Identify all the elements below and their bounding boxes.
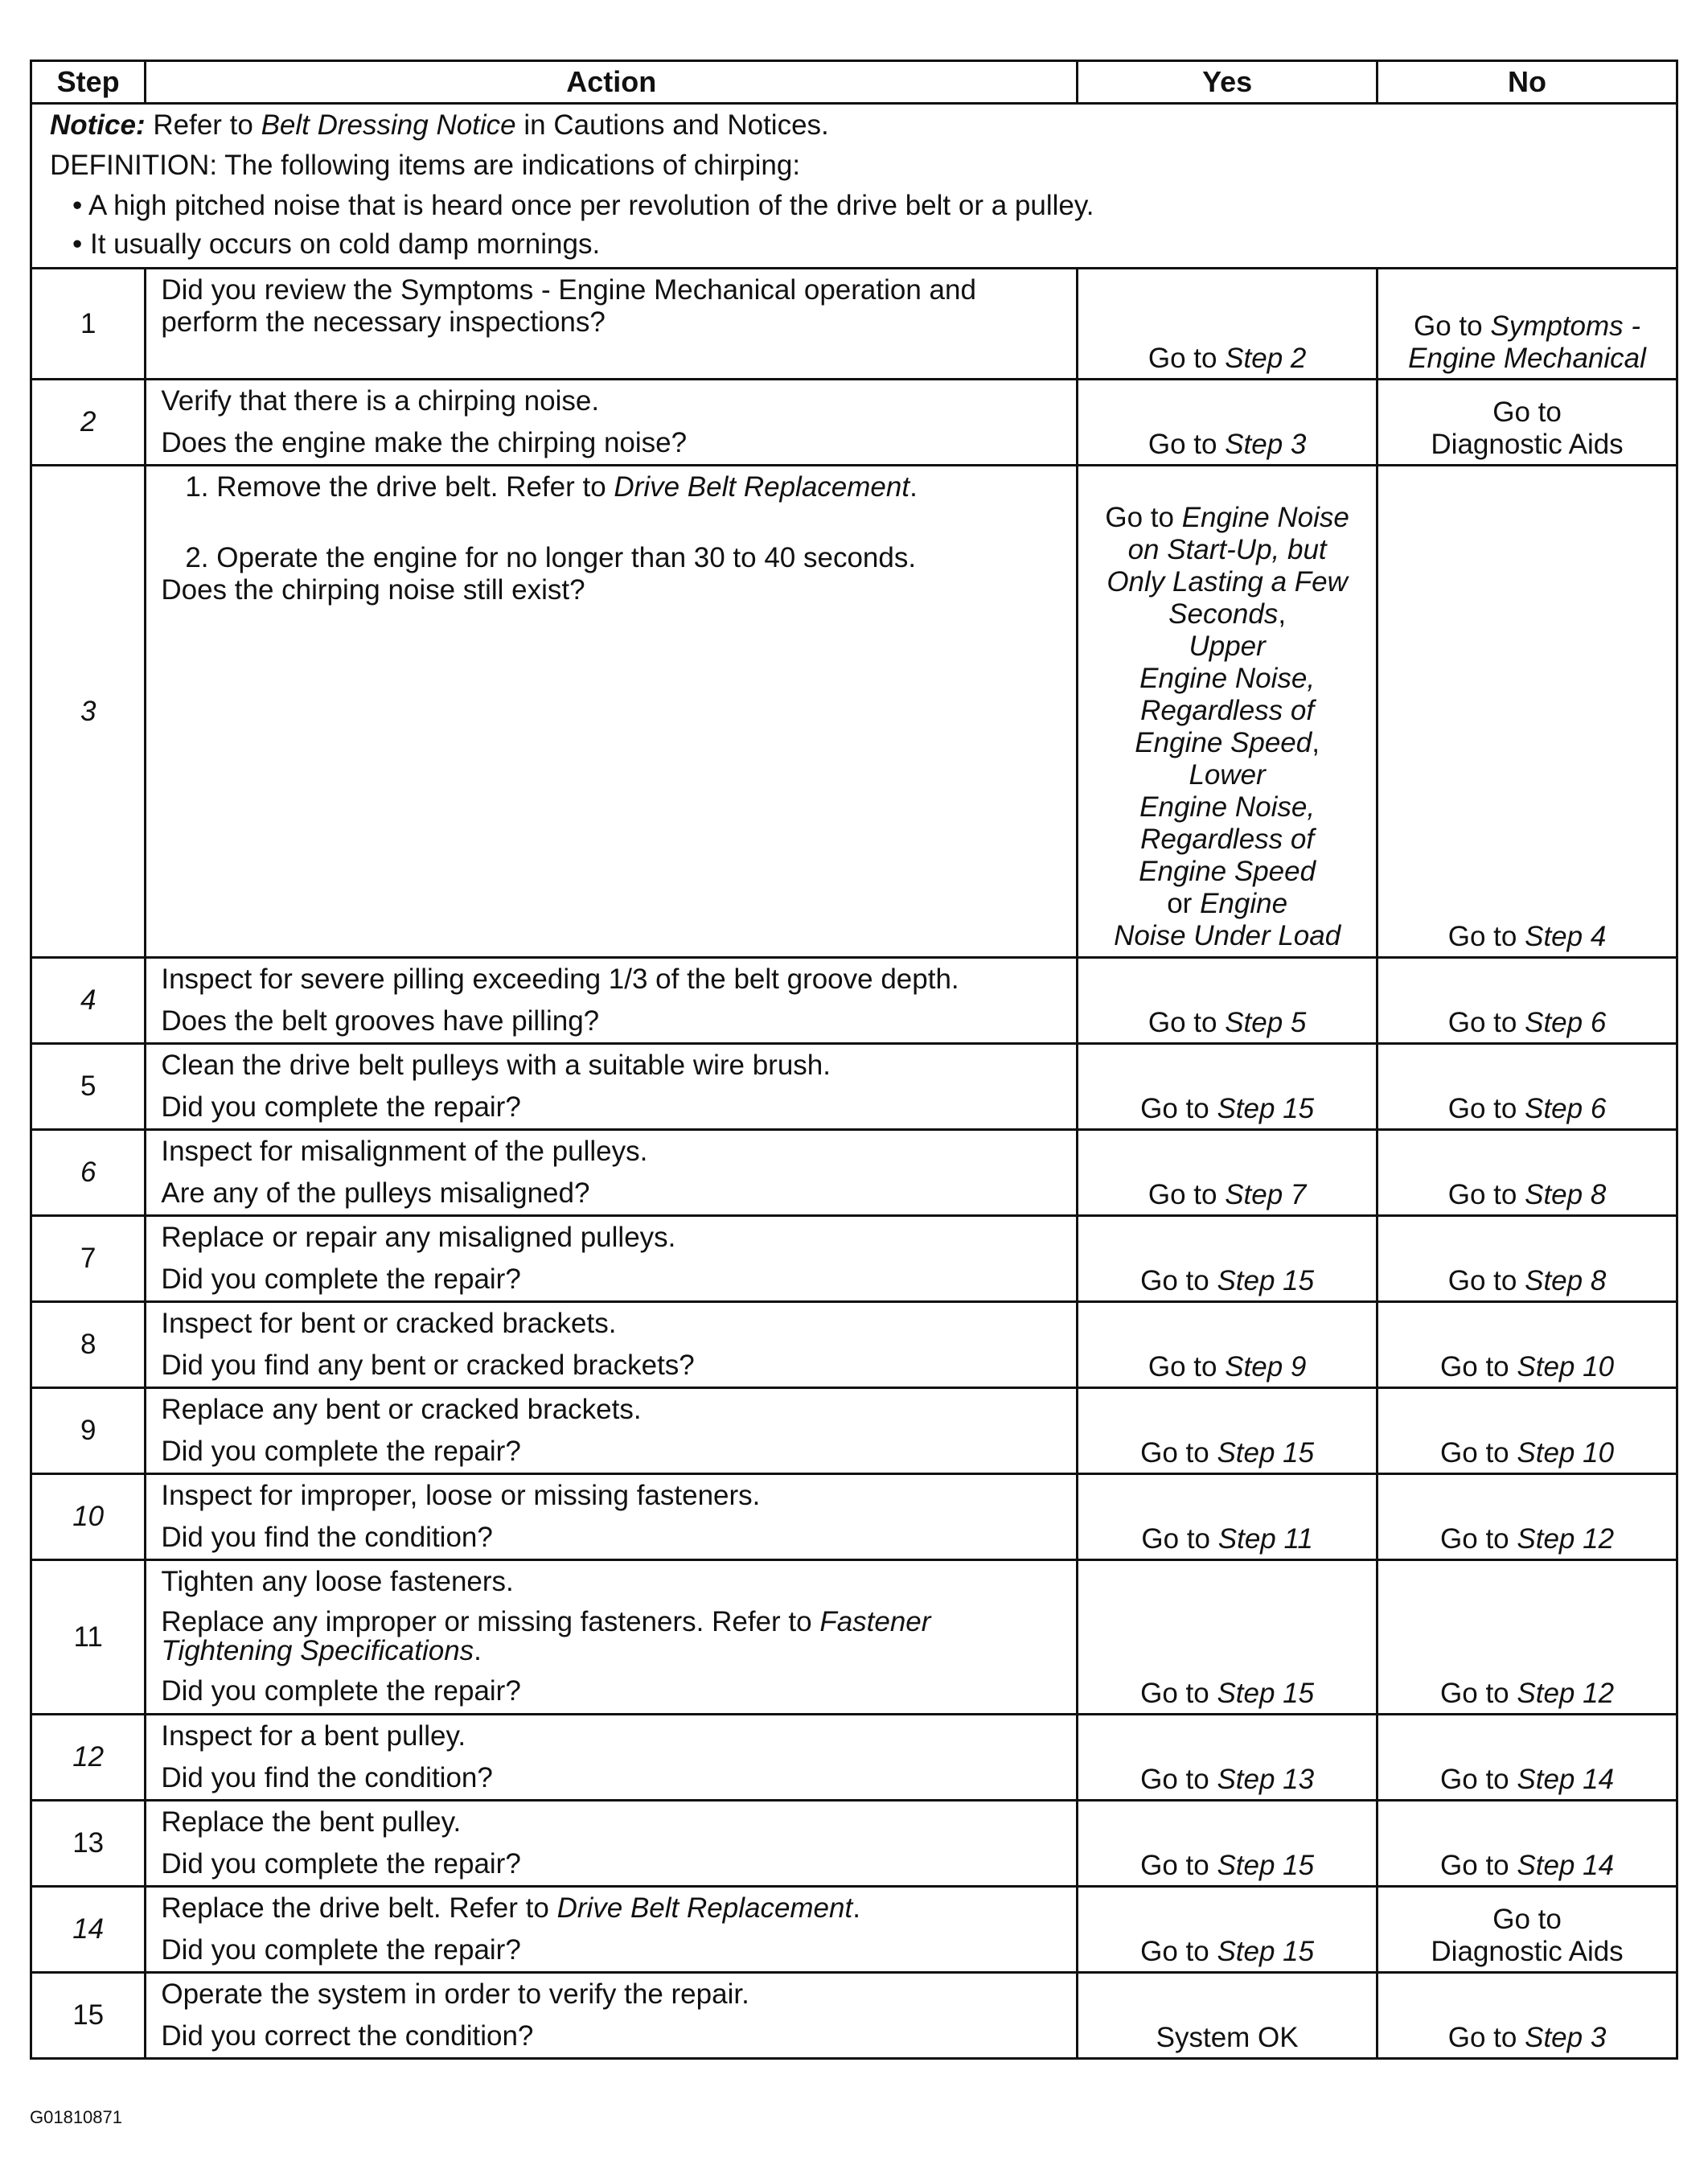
- yes-link[interactable]: Step 5: [1225, 1007, 1307, 1038]
- action-question: Did you complete the repair?: [161, 1436, 521, 1467]
- table-row: [31, 1388, 1677, 1474]
- yes-text: or: [1167, 888, 1201, 919]
- yes-text: Go to: [1140, 1936, 1217, 1967]
- action-text: Replace the bent pulley.: [161, 1806, 462, 1838]
- action-reference[interactable]: Fastener: [819, 1606, 931, 1637]
- no-text: Go to: [1447, 1007, 1525, 1038]
- no-text: Go to: [1440, 1764, 1517, 1795]
- yes-link[interactable]: Step 13: [1217, 1764, 1315, 1795]
- no-cell: [1377, 1130, 1677, 1216]
- bullet-item: • A high pitched noise that is heard once per revolution of the drive belt or a pulley.: [72, 190, 1094, 221]
- notice-cell: [31, 104, 1677, 269]
- no-link[interactable]: Step 10: [1517, 1437, 1615, 1469]
- no-link[interactable]: Step 4: [1525, 921, 1607, 952]
- action-text: Verify that there is a chirping noise.: [161, 385, 600, 417]
- action-cell: [146, 1388, 1078, 1474]
- table-row: [31, 1216, 1677, 1302]
- action-cell: [146, 958, 1078, 1044]
- notice-row: [31, 104, 1677, 269]
- no-text: Go to: [1492, 1904, 1562, 1935]
- action-text: Replace or repair any misaligned pulleys.: [161, 1222, 676, 1253]
- no-link[interactable]: Symptoms -: [1490, 310, 1641, 342]
- no-cell: [1377, 466, 1677, 958]
- table-row: [31, 1044, 1677, 1130]
- yes-cell: [1078, 1715, 1377, 1801]
- action-cell: [146, 1044, 1078, 1130]
- action-text-part: Replace the drive belt. Refer to: [161, 1892, 557, 1924]
- yes-link[interactable]: Step 2: [1225, 343, 1307, 374]
- action-question: Does the chirping noise still exist?: [161, 574, 585, 606]
- action-question: Did you find the condition?: [161, 1762, 493, 1793]
- yes-cell: [1078, 1216, 1377, 1302]
- yes-text: Go to: [1148, 343, 1226, 374]
- action-cell: [146, 1715, 1078, 1801]
- action-text: Inspect for misalignment of the pulleys.: [161, 1136, 648, 1167]
- table-row: [31, 1130, 1677, 1216]
- yes-text: Go to: [1148, 1351, 1226, 1382]
- step-number: 13: [31, 1801, 146, 1887]
- yes-link[interactable]: Step 7: [1225, 1179, 1307, 1210]
- action-question: Did you correct the condition?: [161, 2020, 534, 2052]
- yes-text: Go to: [1140, 1850, 1217, 1881]
- no-text: Go to: [1492, 396, 1562, 428]
- yes-text: Go to: [1141, 1523, 1218, 1555]
- step-number: 8: [31, 1302, 146, 1388]
- no-cell: [1377, 1474, 1677, 1560]
- no-link[interactable]: Step 3: [1525, 2022, 1607, 2053]
- diagnostic-table: [30, 60, 1678, 2060]
- no-text: Go to: [1447, 1265, 1525, 1296]
- action-text: Inspect for a bent pulley.: [161, 1720, 466, 1752]
- no-link[interactable]: Step 14: [1517, 1850, 1615, 1881]
- yes-link[interactable]: Regardless of: [1140, 824, 1315, 855]
- step-number: 9: [31, 1388, 146, 1474]
- action-reference[interactable]: Drive Belt Replacement: [614, 471, 910, 503]
- action-question: Did you complete the repair?: [161, 1675, 521, 1707]
- step-number: 15: [31, 1973, 146, 2059]
- yes-link[interactable]: Engine Noise,: [1139, 663, 1316, 694]
- action-cell: [146, 1973, 1078, 2059]
- no-link[interactable]: Step 6: [1525, 1093, 1607, 1124]
- step-number: 4: [31, 958, 146, 1044]
- yes-cell: [1078, 1560, 1377, 1715]
- yes-cell: [1078, 1302, 1377, 1388]
- no-link[interactable]: Step 14: [1517, 1764, 1615, 1795]
- notice-reference: Belt Dressing Notice: [261, 109, 516, 141]
- action-item: [161, 542, 1063, 574]
- yes-cell: [1078, 1887, 1377, 1973]
- figure-id: G01810871: [30, 2107, 122, 2127]
- no-cell: [1377, 380, 1677, 466]
- action-text: Clean the drive belt pulleys with a suitable wire brush.: [161, 1050, 831, 1081]
- yes-text: Go to: [1140, 1678, 1217, 1709]
- no-link[interactable]: Step 8: [1525, 1265, 1607, 1296]
- action-cell: [146, 1130, 1078, 1216]
- yes-link[interactable]: Lower: [1189, 759, 1266, 791]
- yes-cell: [1078, 1388, 1377, 1474]
- no-cell: [1377, 1302, 1677, 1388]
- yes-text: Go to: [1148, 1179, 1226, 1210]
- action-question: Did you find any bent or cracked brackets?: [161, 1350, 695, 1381]
- yes-text: ,: [1312, 727, 1320, 758]
- action-question: Did you complete the repair?: [161, 1263, 521, 1295]
- no-link[interactable]: Step 8: [1525, 1179, 1607, 1210]
- yes-cell: [1078, 958, 1377, 1044]
- yes-link[interactable]: Upper: [1189, 631, 1266, 662]
- table-row: [31, 1715, 1677, 1801]
- action-question: Did you complete the repair?: [161, 1848, 521, 1880]
- action-cell: [146, 1302, 1078, 1388]
- action-cell: [146, 1216, 1078, 1302]
- no-link[interactable]: Step 12: [1517, 1678, 1615, 1709]
- step-number: 5: [31, 1044, 146, 1130]
- no-link[interactable]: Step 12: [1517, 1523, 1615, 1555]
- action-text: Inspect for improper, loose or missing fasteners.: [161, 1480, 761, 1511]
- no-link[interactable]: Diagnostic Aids: [1431, 429, 1624, 460]
- table-row: [31, 466, 1677, 958]
- step-number: 7: [31, 1216, 146, 1302]
- yes-text: Go to: [1148, 429, 1226, 460]
- no-link[interactable]: Step 6: [1525, 1007, 1607, 1038]
- yes-link[interactable]: Only Lasting a Few: [1107, 566, 1348, 598]
- action-question: Does the engine make the chirping noise?: [161, 427, 688, 458]
- yes-text: Go to: [1140, 1265, 1217, 1296]
- yes-text: System OK: [1156, 2022, 1299, 2053]
- action-cell: [146, 1801, 1078, 1887]
- yes-link[interactable]: Step 15: [1217, 1437, 1315, 1469]
- yes-cell: [1078, 1973, 1377, 2059]
- no-cell: [1377, 1715, 1677, 1801]
- action-text-end: .: [852, 1892, 860, 1924]
- step-number: 14: [31, 1887, 146, 1973]
- table-row: [31, 269, 1677, 380]
- no-text: Go to: [1414, 310, 1491, 342]
- no-cell: [1377, 1801, 1677, 1887]
- table-row: [31, 380, 1677, 466]
- action-text-part: Replace any improper or missing fasteners. Refer to: [161, 1606, 820, 1637]
- bullet-item: • It usually occurs on cold damp mornings.: [72, 228, 601, 260]
- yes-text: Go to: [1140, 1437, 1217, 1469]
- no-cell: [1377, 958, 1677, 1044]
- yes-link[interactable]: Engine Speed: [1139, 856, 1316, 887]
- no-cell: [1377, 1216, 1677, 1302]
- action-reference[interactable]: Drive Belt Replacement: [556, 1892, 853, 1924]
- action-text: Operate the engine for no longer than 30 to 40 seconds.: [216, 542, 917, 573]
- step-number: 10: [31, 1474, 146, 1560]
- yes-cell: [1078, 1474, 1377, 1560]
- table-row: [31, 1973, 1677, 2059]
- notice-label: Notice:: [50, 109, 146, 141]
- step-number: 1: [31, 269, 146, 380]
- no-cell: [1377, 1388, 1677, 1474]
- yes-link[interactable]: Engine Noise,: [1139, 791, 1316, 823]
- yes-text: Go to: [1105, 502, 1182, 533]
- yes-link[interactable]: Step 15: [1217, 1936, 1315, 1967]
- action-cell: [146, 466, 1078, 958]
- no-text: Go to: [1447, 921, 1525, 952]
- yes-link[interactable]: Step 15: [1217, 1850, 1315, 1881]
- table-row: [31, 1801, 1677, 1887]
- no-cell: [1377, 269, 1677, 380]
- action-text: Inspect for severe pilling exceeding 1/3 of the belt groove depth.: [161, 963, 959, 995]
- table-row: [31, 1560, 1677, 1715]
- action-cell: [146, 380, 1078, 466]
- notice-line: [50, 109, 1663, 142]
- action-cell: [146, 269, 1078, 380]
- yes-cell: [1078, 1044, 1377, 1130]
- yes-link[interactable]: Step 11: [1217, 1523, 1313, 1555]
- action-question: Did you complete the repair?: [161, 1934, 521, 1966]
- yes-link[interactable]: Engine Noise: [1181, 502, 1349, 533]
- action-text: Tighten any loose fasteners.: [161, 1566, 514, 1597]
- yes-link[interactable]: Step 15: [1217, 1093, 1315, 1124]
- yes-link[interactable]: Regardless of: [1140, 695, 1315, 726]
- step-number: 3: [31, 466, 146, 958]
- step-number: 11: [31, 1560, 146, 1715]
- yes-link[interactable]: on Start-Up, but: [1127, 534, 1327, 565]
- action-text: Did you review the Symptoms - Engine Mechanical operation and: [161, 274, 976, 306]
- yes-link[interactable]: Engine: [1200, 888, 1288, 919]
- header-row: [31, 61, 1677, 104]
- header-step: Step: [31, 61, 146, 104]
- action-question: Did you find the condition?: [161, 1522, 493, 1553]
- action-item: [161, 471, 1063, 503]
- no-link[interactable]: Diagnostic Aids: [1431, 1936, 1624, 1967]
- no-text: Go to: [1440, 1850, 1517, 1881]
- yes-cell: [1078, 1130, 1377, 1216]
- yes-cell: [1078, 1801, 1377, 1887]
- action-cell: [146, 1560, 1078, 1715]
- yes-text: Go to: [1140, 1093, 1217, 1124]
- yes-text: Go to: [1140, 1764, 1217, 1795]
- action-text: Inspect for bent or cracked brackets.: [161, 1308, 617, 1339]
- no-text: Go to: [1447, 1179, 1525, 1210]
- yes-cell: [1078, 380, 1377, 466]
- action-text: Remove the drive belt. Refer to: [216, 471, 614, 503]
- yes-link[interactable]: Step 9: [1225, 1351, 1307, 1382]
- notice-text: Refer to: [145, 109, 261, 141]
- no-text: Go to: [1440, 1437, 1517, 1469]
- item-number: 2.: [185, 542, 209, 573]
- step-number: 6: [31, 1130, 146, 1216]
- notice-text-end: in Cautions and Notices.: [515, 109, 829, 141]
- no-cell: [1377, 1887, 1677, 1973]
- action-text: Replace any bent or cracked brackets.: [161, 1394, 642, 1425]
- action-question: Are any of the pulleys misaligned?: [161, 1177, 590, 1209]
- no-cell: [1377, 1973, 1677, 2059]
- yes-text: ,: [1278, 598, 1287, 630]
- yes-link[interactable]: Step 15: [1217, 1265, 1315, 1296]
- action-cell: [146, 1887, 1078, 1973]
- action-text-end: .: [909, 471, 918, 503]
- header-no: No: [1377, 61, 1677, 104]
- action-cell: [146, 1474, 1078, 1560]
- action-question: Did you complete the repair?: [161, 1091, 521, 1123]
- action-text: [161, 1892, 1063, 1925]
- action-question: perform the necessary inspections?: [161, 306, 606, 338]
- yes-link[interactable]: Seconds: [1168, 598, 1279, 630]
- step-number: 12: [31, 1715, 146, 1801]
- table-row: [31, 1887, 1677, 1973]
- no-link[interactable]: Step 10: [1517, 1351, 1615, 1382]
- no-text: Go to: [1440, 1523, 1517, 1555]
- no-text: Go to: [1447, 2022, 1525, 2053]
- definition-line: DEFINITION: The following items are indications of chirping:: [50, 150, 801, 181]
- yes-cell: [1078, 466, 1377, 958]
- yes-link[interactable]: Noise Under Load: [1114, 920, 1341, 951]
- step-number: 2: [31, 380, 146, 466]
- action-text: Operate the system in order to verify the repair.: [161, 1978, 749, 2010]
- action-question: Does the belt grooves have pilling?: [161, 1005, 600, 1037]
- yes-text: Go to: [1148, 1007, 1226, 1038]
- yes-link[interactable]: Engine Speed: [1135, 727, 1312, 758]
- table-row: [31, 958, 1677, 1044]
- action-reference[interactable]: Tightening Specifications: [161, 1635, 474, 1666]
- yes-cell: [1078, 269, 1377, 380]
- item-number: 1.: [185, 471, 209, 503]
- no-text: Go to: [1440, 1351, 1517, 1382]
- table-row: [31, 1474, 1677, 1560]
- no-cell: [1377, 1044, 1677, 1130]
- action-text: [161, 1608, 1063, 1666]
- table-row: [31, 1302, 1677, 1388]
- yes-link[interactable]: Step 3: [1225, 429, 1307, 460]
- action-text-end: .: [474, 1635, 482, 1666]
- no-text: Go to: [1447, 1093, 1525, 1124]
- no-cell: [1377, 1560, 1677, 1715]
- header-action: Action: [146, 61, 1078, 104]
- no-link[interactable]: Engine Mechanical: [1408, 343, 1646, 374]
- header-yes: Yes: [1078, 61, 1377, 104]
- no-text: Go to: [1440, 1678, 1517, 1709]
- yes-link[interactable]: Step 15: [1217, 1678, 1315, 1709]
